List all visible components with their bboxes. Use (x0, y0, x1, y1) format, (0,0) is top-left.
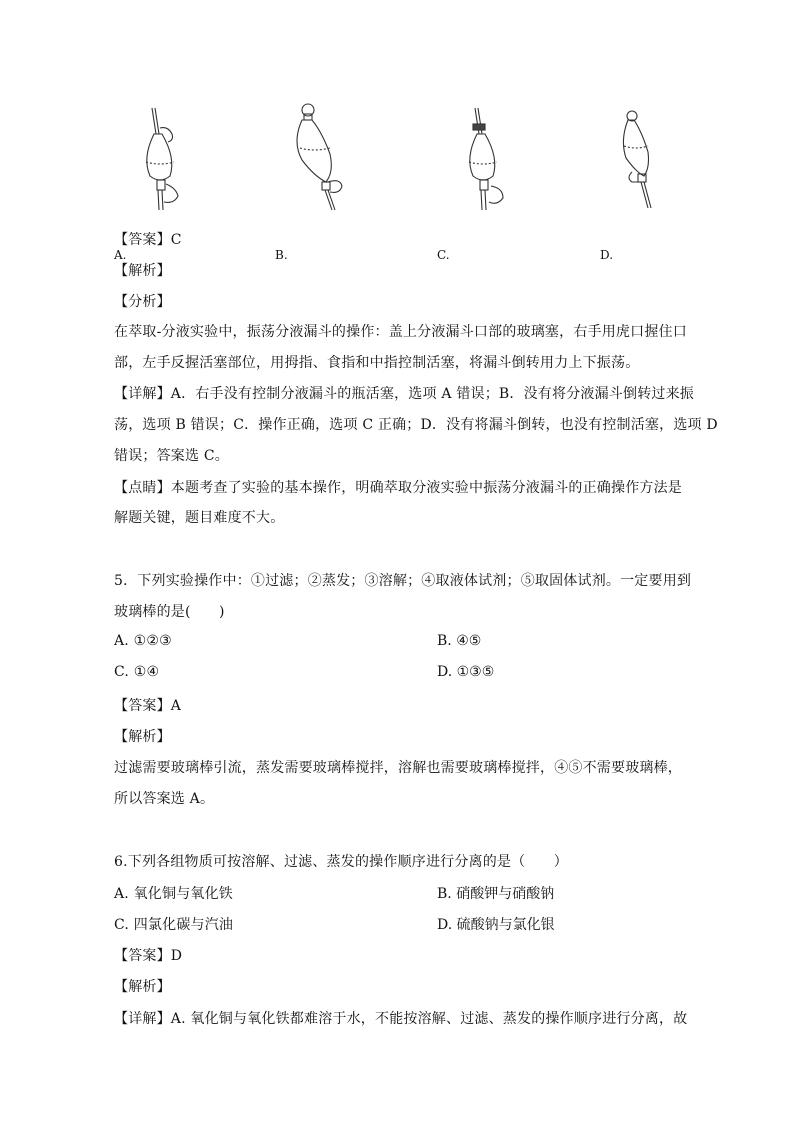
option-c-label: C. (437, 248, 450, 262)
q4-fenxi-label: 【分析】 (114, 294, 171, 310)
q4-point-line-1: 【点睛】本题考查了实验的基本操作，明确萃取分液实验中振荡分液漏斗的正确操作方法是 (114, 480, 682, 496)
q6-option-c: C. 四氯化碳与汽油 (114, 917, 234, 933)
q6-analysis-label: 【解析】 (114, 979, 171, 995)
option-a-label: A. (114, 248, 127, 262)
q4-fenxi-line-1: 在萃取-分液实验中，振荡分液漏斗的操作：盖上分液漏斗口部的玻璃塞，右手用虎口握住口 (114, 324, 687, 340)
funnel-figure-a (132, 106, 192, 212)
q5-option-d: D. ①③⑤ (437, 664, 495, 680)
option-d-label: D. (600, 248, 614, 262)
q6-option-a: A. 氧化铜与氧化铁 (114, 886, 234, 902)
q4-analysis-label: 【解析】 (114, 263, 171, 279)
q5-explanation-line-1: 过滤需要玻璃棒引流，蒸发需要玻璃棒搅拌，溶解也需要玻璃棒搅拌，④⑤不需要玻璃棒， (114, 760, 682, 776)
q4-detail-line-3: 错误；答案选 C。 (114, 448, 229, 464)
q5-answer: 【答案】A (114, 698, 182, 714)
q6-stem: 6.下列各组物质可按溶解、过滤、蒸发的操作顺序进行分离的是（ ） (114, 854, 568, 870)
funnel-figure-d (618, 108, 668, 212)
q6-detail-line-1: 【详解】A. 氧化铜与氧化铁都难溶于水，不能按溶解、过滤、蒸发的操作顺序进行分离，故 (114, 1011, 688, 1027)
q5-option-b: B. ④⑤ (437, 633, 482, 649)
option-b-label: B. (275, 248, 288, 262)
q4-fenxi-line-2: 部，左手反握活塞部位，用拇指、食指和中指控制活塞，将漏斗倒转用力上下振荡。 (114, 355, 640, 371)
q4-point-line-2: 解题关键，题目难度不大。 (114, 510, 285, 526)
q5-explanation-line-2: 所以答案选 A。 (114, 791, 215, 807)
q5-analysis-label: 【解析】 (114, 729, 171, 745)
q6-option-b: B. 硝酸钾与硝酸钠 (437, 886, 555, 902)
q6-answer: 【答案】D (114, 948, 183, 964)
q5-stem-line-1: 5．下列实验操作中：①过滤；②蒸发；③溶解；④取液体试剂；⑤取固体试剂。一定要用到 (114, 573, 692, 589)
q5-stem-line-2: 玻璃棒的是( ) (114, 604, 225, 620)
funnel-figure-c (455, 106, 515, 212)
q4-detail-line-1: 【详解】A．右手没有控制分液漏斗的瓶活塞，选项 A 错误；B．没有将分液漏斗倒转过来振 (114, 386, 695, 402)
q4-detail-line-2: 荡，选项 B 错误；C．操作正确，选项 C 正确；D．没有将漏斗倒转，也没有控制活塞，选项 D (114, 417, 718, 433)
q6-option-d: D. 硫酸钠与氯化银 (437, 917, 555, 933)
q5-option-c: C. ①④ (114, 664, 160, 680)
q4-answer: 【答案】C (114, 232, 182, 248)
funnel-figure-b (292, 102, 352, 212)
q5-option-a: A. ①②③ (114, 633, 172, 649)
